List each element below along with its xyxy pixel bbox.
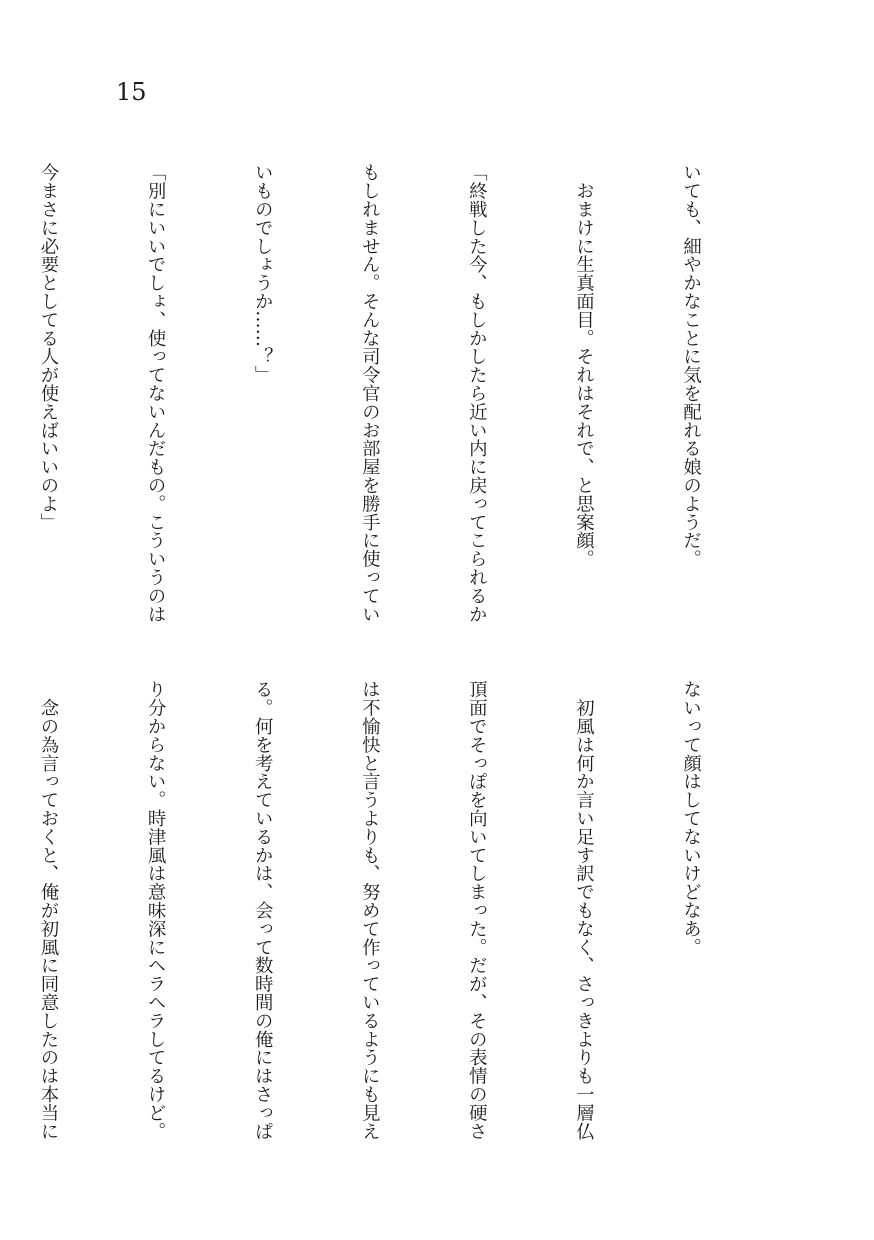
page-number: 15 (116, 78, 147, 106)
upper-text-block (37, 163, 780, 623)
text-line: は不愉快と言うよりも、努めて作っているようにも見え (359, 680, 381, 1140)
text-line: 初風は何か言い足す訳でもなく、さっきよりも一層仏 (573, 680, 595, 1140)
text-line: ないって顔はしてないけどなあ。 (680, 680, 702, 956)
text-line: いものでしょうか……？」 (252, 163, 274, 384)
text-line: おまけに生真面目。それはそれで、と思案顔。 (573, 163, 595, 568)
text-line: る。何を考えているかは、会って数時間の俺にはさっぱ (252, 680, 274, 1140)
text-line: 頂面でそっぽを向いてしまった。だが、その表情の硬さ (466, 680, 488, 1140)
text-line: 「別にいいでしょ、使ってないんだもの。こういうのは (145, 163, 167, 623)
text-line: いても、細やかなことに気を配れる娘のようだ。 (680, 163, 702, 568)
text-line: 「終戦した今、もしかしたら近い内に戻ってこられるか (466, 163, 488, 623)
text-line: もしれません。そんな司令官のお部屋を勝手に使ってい (359, 163, 381, 623)
text-line: 今まさに必要としてる人が使えばいいのよ」 (37, 163, 59, 531)
lower-text-block (37, 680, 780, 1140)
text-line: 念の為言っておくと、俺が初風に同意したのは本当に (37, 680, 59, 1140)
text-line: り分からない。時津風は意味深にヘラヘラしてるけど。 (145, 680, 167, 1140)
